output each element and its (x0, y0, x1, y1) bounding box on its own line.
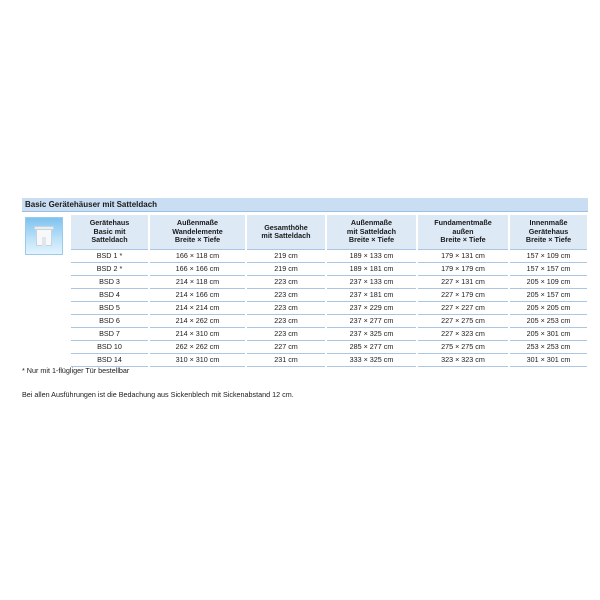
table-cell: BSD 5 (71, 302, 149, 315)
table-cell: 157 × 109 cm (509, 250, 588, 263)
column-header: Innenmaße Gerätehaus Breite × Tiefe (509, 215, 588, 250)
table-cell: BSD 14 (71, 354, 149, 367)
table-cell: 227 × 131 cm (417, 276, 509, 289)
table-row (71, 315, 588, 328)
table-body (71, 250, 588, 367)
table-cell: 166 × 118 cm (149, 250, 246, 263)
column-header: Gerätehaus Basic mit Satteldach (71, 215, 149, 250)
table-cell: 237 × 133 cm (326, 276, 417, 289)
table-cell: BSD 4 (71, 289, 149, 302)
table-cell: 205 × 301 cm (509, 328, 588, 341)
table-cell: 189 × 181 cm (326, 263, 417, 276)
table-cell: 223 cm (246, 276, 326, 289)
table-cell: BSD 1 * (71, 250, 149, 263)
table-cell: 231 cm (246, 354, 326, 367)
table-cell: 214 × 262 cm (149, 315, 246, 328)
table-row (71, 263, 588, 276)
table-cell: 227 cm (246, 341, 326, 354)
table-cell: 214 × 310 cm (149, 328, 246, 341)
table-cell: 179 × 179 cm (417, 263, 509, 276)
column-header: Fundamentmaße außen Breite × Tiefe (417, 215, 509, 250)
table-cell: 219 cm (246, 250, 326, 263)
table-cell: 214 × 118 cm (149, 276, 246, 289)
table-row (71, 354, 588, 367)
column-header: Außenmaße Wandelemente Breite × Tiefe (149, 215, 246, 250)
table-cell: 237 × 277 cm (326, 315, 417, 328)
table-cell: 227 × 179 cm (417, 289, 509, 302)
table-cell: 179 × 131 cm (417, 250, 509, 263)
table-cell: BSD 2 * (71, 263, 149, 276)
table-cell: 205 × 109 cm (509, 276, 588, 289)
table-row (71, 302, 588, 315)
table-row (71, 328, 588, 341)
table-cell: 310 × 310 cm (149, 354, 246, 367)
footnote: * Nur mit 1-flügliger Tür bestellbar (22, 366, 130, 375)
section-title: Basic Gerätehäuser mit Satteldach (22, 198, 588, 212)
table-cell: BSD 10 (71, 341, 149, 354)
table-cell: 219 cm (246, 263, 326, 276)
column-header: Außenmaße mit Satteldach Breite × Tiefe (326, 215, 417, 250)
table-cell: 253 × 253 cm (509, 341, 588, 354)
table-cell: 223 cm (246, 289, 326, 302)
table-cell: 285 × 277 cm (326, 341, 417, 354)
table-cell: BSD 7 (71, 328, 149, 341)
table-cell: 227 × 323 cm (417, 328, 509, 341)
table-cell: 205 × 205 cm (509, 302, 588, 315)
table-cell: 223 cm (246, 302, 326, 315)
roof-note: Bei allen Ausführungen ist die Bedachung aus Sickenblech mit Sickenabstand 12 cm. (22, 390, 294, 399)
table-cell: BSD 3 (71, 276, 149, 289)
dimensions-table (71, 215, 589, 367)
table-cell: 214 × 214 cm (149, 302, 246, 315)
column-header: Gesamthöhe mit Satteldach (246, 215, 326, 250)
shed-icon (25, 217, 63, 255)
product-sheet (22, 198, 588, 399)
table-row (71, 289, 588, 302)
table-cell: BSD 6 (71, 315, 149, 328)
table-cell: 323 × 323 cm (417, 354, 509, 367)
table-cell: 227 × 227 cm (417, 302, 509, 315)
table-cell: 166 × 166 cm (149, 263, 246, 276)
table-cell: 237 × 181 cm (326, 289, 417, 302)
table-area (22, 215, 588, 364)
table-cell: 262 × 262 cm (149, 341, 246, 354)
table-cell: 227 × 275 cm (417, 315, 509, 328)
table-cell: 223 cm (246, 328, 326, 341)
table-cell: 333 × 325 cm (326, 354, 417, 367)
table-cell: 214 × 166 cm (149, 289, 246, 302)
table-cell: 275 × 275 cm (417, 341, 509, 354)
table-cell: 189 × 133 cm (326, 250, 417, 263)
table-row (71, 276, 588, 289)
table-cell: 223 cm (246, 315, 326, 328)
table-cell: 205 × 157 cm (509, 289, 588, 302)
table-header-row (71, 215, 588, 250)
table-row (71, 341, 588, 354)
table-cell: 237 × 325 cm (326, 328, 417, 341)
table-row (71, 250, 588, 263)
table-cell: 301 × 301 cm (509, 354, 588, 367)
table-cell: 205 × 253 cm (509, 315, 588, 328)
shed-door (42, 237, 46, 246)
table-cell: 157 × 157 cm (509, 263, 588, 276)
table-cell: 237 × 229 cm (326, 302, 417, 315)
